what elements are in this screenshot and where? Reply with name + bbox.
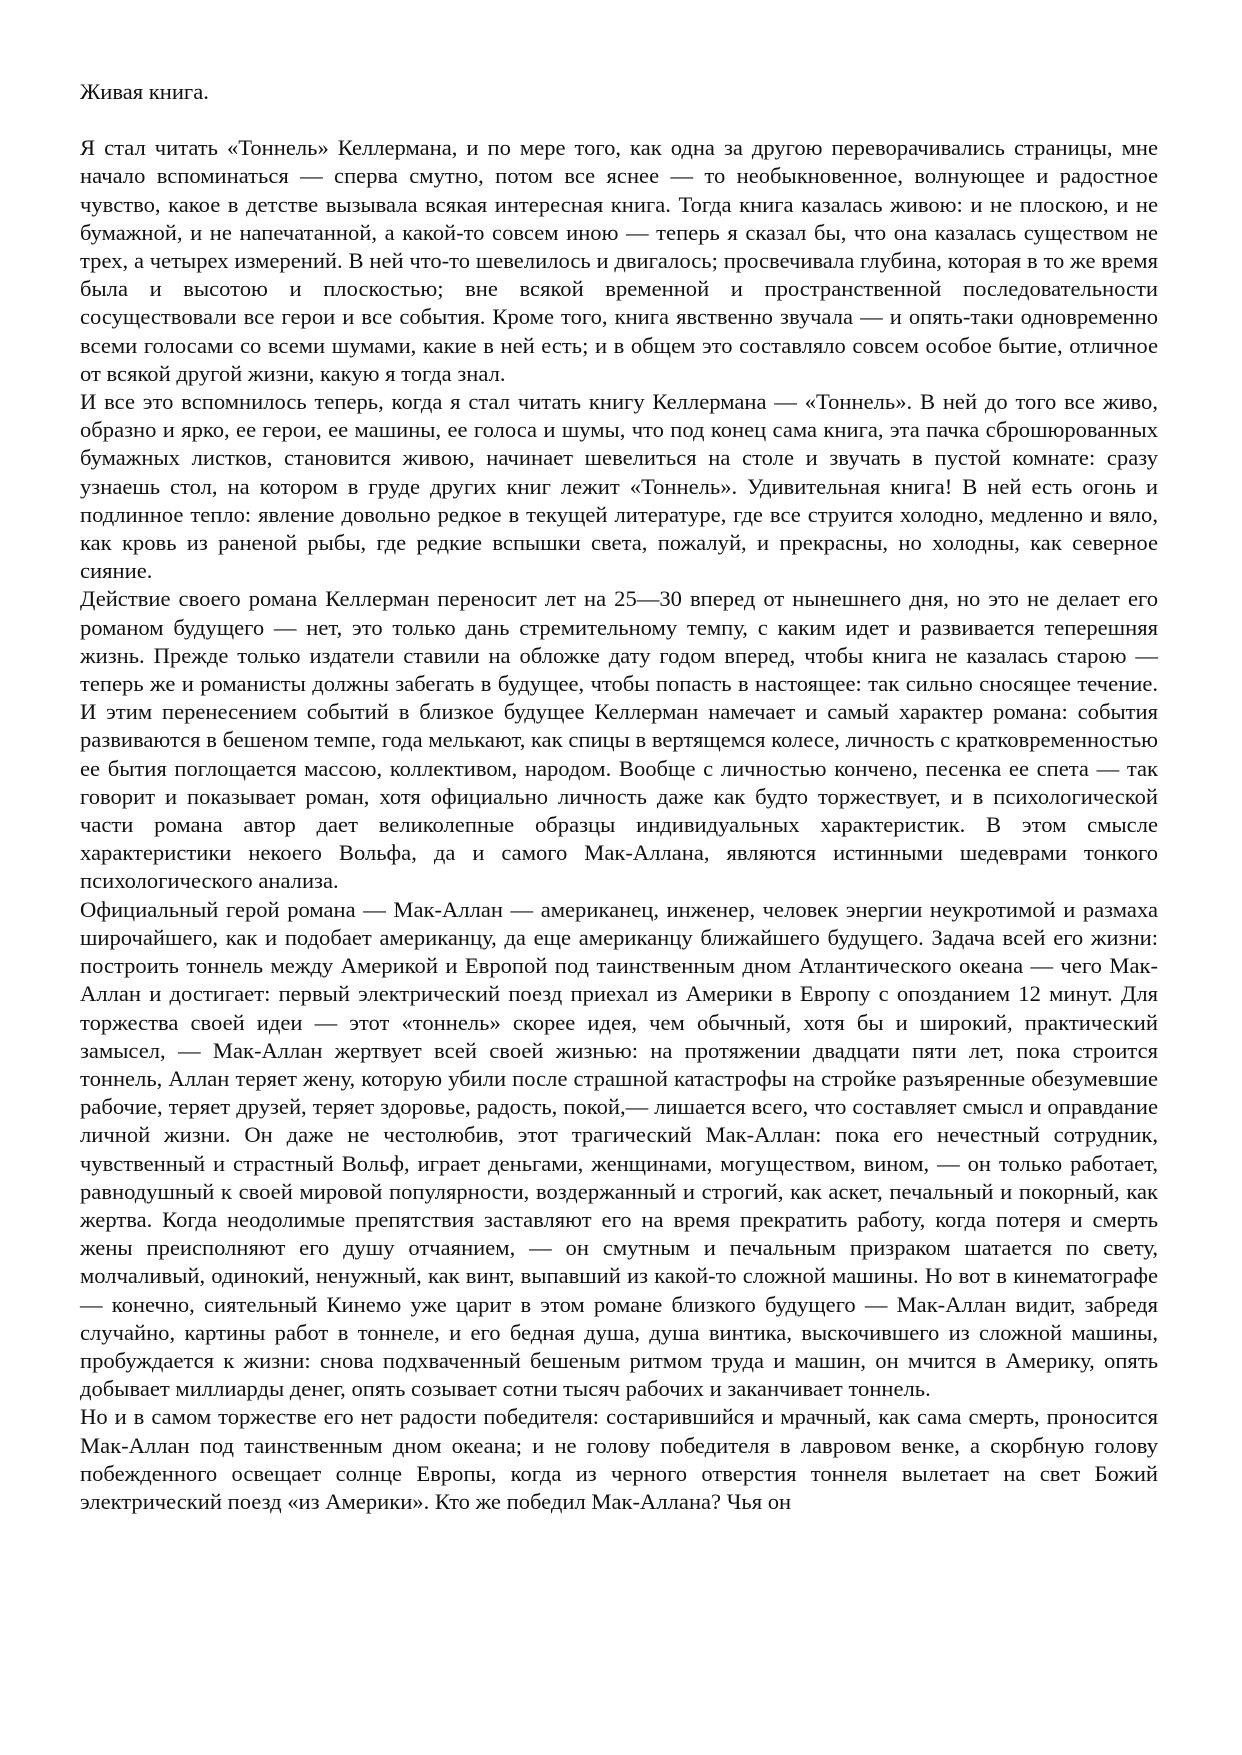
document-title: Живая книга. xyxy=(80,79,209,104)
document-page xyxy=(80,78,1158,1516)
paragraph: Я стал читать «Тоннель» Келлермана, и по мере того, как одна за другою переворачивались страницы, мне начало вспоминаться — сперва смутно, потом все яснее — то необыкновенное, волнующее и радостное чувство, какое в детстве вызывала всякая интересная книга. Тогда книга казалась живою: и не плоскою, и не бумажной, и не напечатанной, а какой-то совсем иною — теперь я сказал бы, что она казалась существом не трех, а четырех измерений. В ней что-то шевелилось и двигалось; просвечивала глубина, которая в то же время была и высотою и плоскостью; вне всякой временной и пространственной последовательности сосуществовали все герои и все события. Кроме того, книга явственно звучала — и опять-таки одновременно всеми голосами со всеми шумами, какие в ней есть; и в общем это составляло совсем особое бытие, отличное от всякой другой жизни, какую я тогда знал. xyxy=(80,135,1158,386)
paragraph: Но и в самом торжестве его нет радости победителя: состарившийся и мрачный, как сама смерть, проносится Мак-Аллан под таинственным дном океана; и не голову победителя в лавровом венке, а скорбную голову побежденного освещает солнце Европы, когда из черного отверстия тоннеля вылетает на свет Божий электрический поезд «из Америки». Кто же победил Мак-Аллана? Чья он xyxy=(80,1404,1158,1514)
paragraph: Официальный герой романа — Мак-Аллан — американец, инженер, человек энергии неукротимой и размаха широчайшего, как и подобает американцу, да еще американцу ближайшего будущего. Задача всей его жизни: построить тоннель между Америкой и Европой под таинственным дном Атлантического океана — чего Мак-Аллан и достигает: первый электрический поезд приехал из Америки в Европу с опозданием 12 минут. Для торжества своей идеи — этот «тоннель» скорее идея, чем обычный, хотя бы и широкий, практический замысел, — Мак-Аллан жертвует всей своей жизнью: на протяжении двадцати пяти лет, пока строится тоннель, Аллан теряет жену, которую убили после страшной катастрофы на стройке разъяренные обезумевшие рабочие, теряет друзей, теряет здоровье, радость, покой,— лишается всего, что составляет смысл и оправдание личной жизни. Он даже не честолюбив, этот трагический Мак-Аллан: пока его нечестный сотрудник, чувственный и страстный Вольф, играет деньгами, женщинами, могуществом, вином, — он только работает, равнодушный к своей мировой популярности, воздержанный и строгий, как аскет, печальный и покорный, как жертва. Когда неодолимые препятствия заставляют его на время прекратить работу, когда потеря и смерть жены преисполняют его душу отчаянием, — он смутным и печальным призраком шатается по свету, молчаливый, одинокий, ненужный, как винт, выпавший из какой-то сложной машины. Но вот в кинематографе — конечно, сиятельный Кинемо уже царит в этом романе близкого будущего — Мак-Аллан видит, забредя случайно, картины работ в тоннеле, и его бедная душа, душа винтика, выскочившего из сложной машины, пробуждается к жизни: снова подхваченный бешеным ритмом труда и машин, он мчится в Америку, опять добывает миллиарды денег, опять созывает сотни тысяч рабочих и заканчивает тоннель. xyxy=(80,896,1158,1402)
paragraph: Действие своего романа Келлерман переносит лет на 25—30 вперед от нынешнего дня, но это не делает его романом будущего — нет, это только дань стремительному темпу, с каким идет и развивается теперешняя жизнь. Прежде только издатели ставили на обложке дату годом вперед, чтобы книга не казалась старою — теперь же и романисты должны забегать в будущее, чтобы попасть в настоящее: так сильно сносящее течение. И этим перенесением событий в близкое будущее Келлерман намечает и самый характер романа: события развиваются в бешеном темпе, года мелькают, как спицы в вертящемся колесе, личность с кратковременностью ее бытия поглощается массою, коллективом, народом. Вообще с личностью кончено, песенка ее спета — так говорит и показывает роман, хотя официально личность даже как будто торжествует, и в психологической части романа автор дает великолепные образцы индивидуальных характеристик. В этом смысле характеристики некоего Вольфа, да и самого Мак-Аллана, являются истинными шедеврами тонкого психологического анализа. xyxy=(80,586,1158,894)
paragraph: И все это вспомнилось теперь, когда я стал читать книгу Келлермана — «Тоннель». В ней до того все живо, образно и ярко, ее герои, ее машины, ее голоса и шумы, что под конец сама книга, эта пачка сброшюрованных бумажных листков, становится живою, начинает шевелиться на столе и звучать в пустой комнате: сразу узнаешь стол, на котором в груде других книг лежит «Тоннель». Удивительная книга! В ней есть огонь и подлинное тепло: явление довольно редкое в текущей литературе, где все струится холодно, медленно и вяло, как кровь из раненой рыбы, где редкие вспышки света, пожалуй, и прекрасны, но холодны, как северное сияние. xyxy=(80,389,1158,584)
